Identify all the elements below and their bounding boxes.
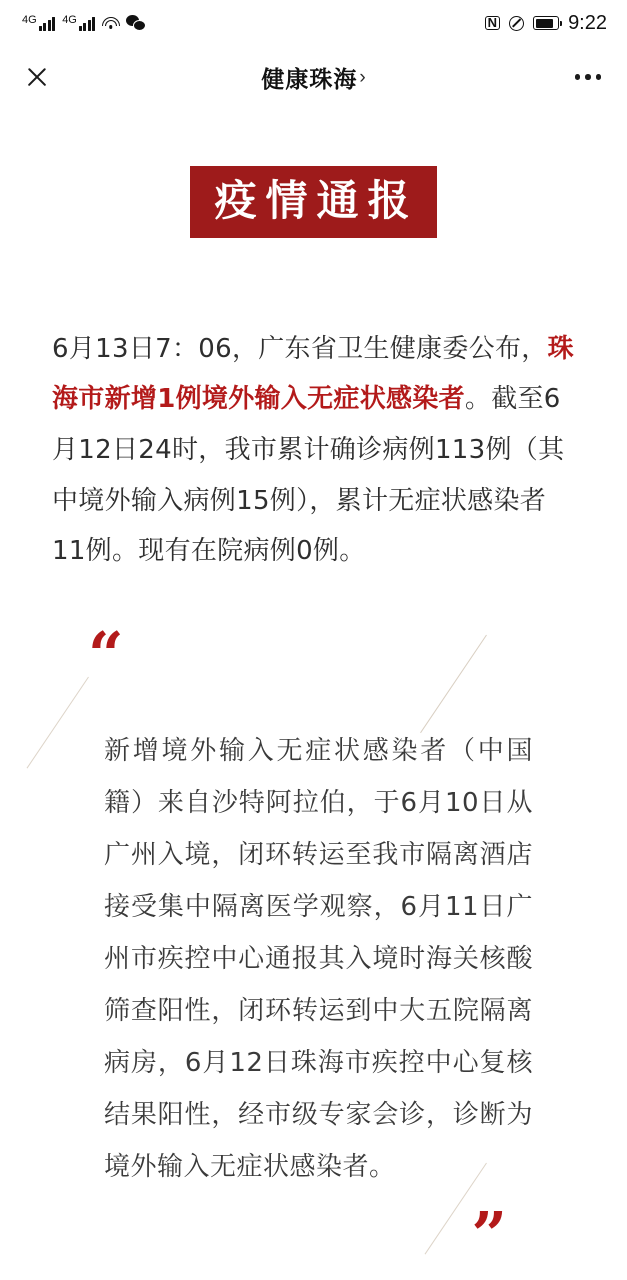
lead-highlight: 珠海市新增1例境外输入无症状感染者 xyxy=(52,333,574,415)
article-banner-title: 疫情通报 xyxy=(190,166,436,238)
page-title: 健康珠海 xyxy=(261,65,358,92)
signal-bars-icon-1 xyxy=(39,16,56,31)
quote-close-container xyxy=(52,1197,575,1271)
signal-bars-icon-2 xyxy=(79,16,96,31)
close-icon[interactable] xyxy=(22,62,52,92)
chevron-right-icon: › xyxy=(359,67,366,88)
article-lead-paragraph xyxy=(52,324,575,577)
status-bar xyxy=(0,0,627,46)
article-body xyxy=(0,166,627,1271)
status-bar-clock: 9:22 xyxy=(568,11,607,34)
network-type-label-1: 4G xyxy=(22,13,37,26)
sim1-signal xyxy=(22,13,55,31)
quote-paragraph: 新增境外输入无症状感染者（中国籍）来自沙特阿拉伯，于6月10日从广州入境，闭环转运至我市隔离酒店接受集中隔离医学观察，6月11日广州市疾控中心通报其入境时海关核酸筛查阳性，闭环转运到中大五院隔离病房，6月12日珠海市疾控中心复核结果阳性，经市级专家会诊，诊断为境外输入无症状感染者。 xyxy=(104,735,533,1182)
lead-text-part1: 6月13日7：06，广东省卫生健康委公布， xyxy=(52,333,548,364)
status-bar-right xyxy=(485,12,607,35)
banner-container xyxy=(52,166,575,238)
nav-title-group xyxy=(0,61,627,94)
decorative-line-1 xyxy=(420,635,487,733)
navigation-bar xyxy=(0,46,627,108)
more-options-icon[interactable] xyxy=(575,74,602,80)
quote-open-icon: “ xyxy=(88,617,124,691)
network-type-label-2: 4G xyxy=(62,13,77,26)
quote-block xyxy=(52,617,575,1271)
battery-icon xyxy=(533,16,559,30)
mute-icon xyxy=(509,16,524,31)
nfc-icon: N xyxy=(485,16,500,30)
sim2-signal xyxy=(62,13,95,31)
lead-text-part2: 。截至6月12日24时，我市累计确诊病例113例（其中境外输入病例15例），累计无症状感染者11例。现有在院病例0例。 xyxy=(52,384,565,567)
status-bar-left xyxy=(22,15,146,31)
wifi-icon xyxy=(102,17,119,30)
quote-close-icon: ” xyxy=(471,1197,507,1271)
wechat-icon xyxy=(126,15,146,31)
